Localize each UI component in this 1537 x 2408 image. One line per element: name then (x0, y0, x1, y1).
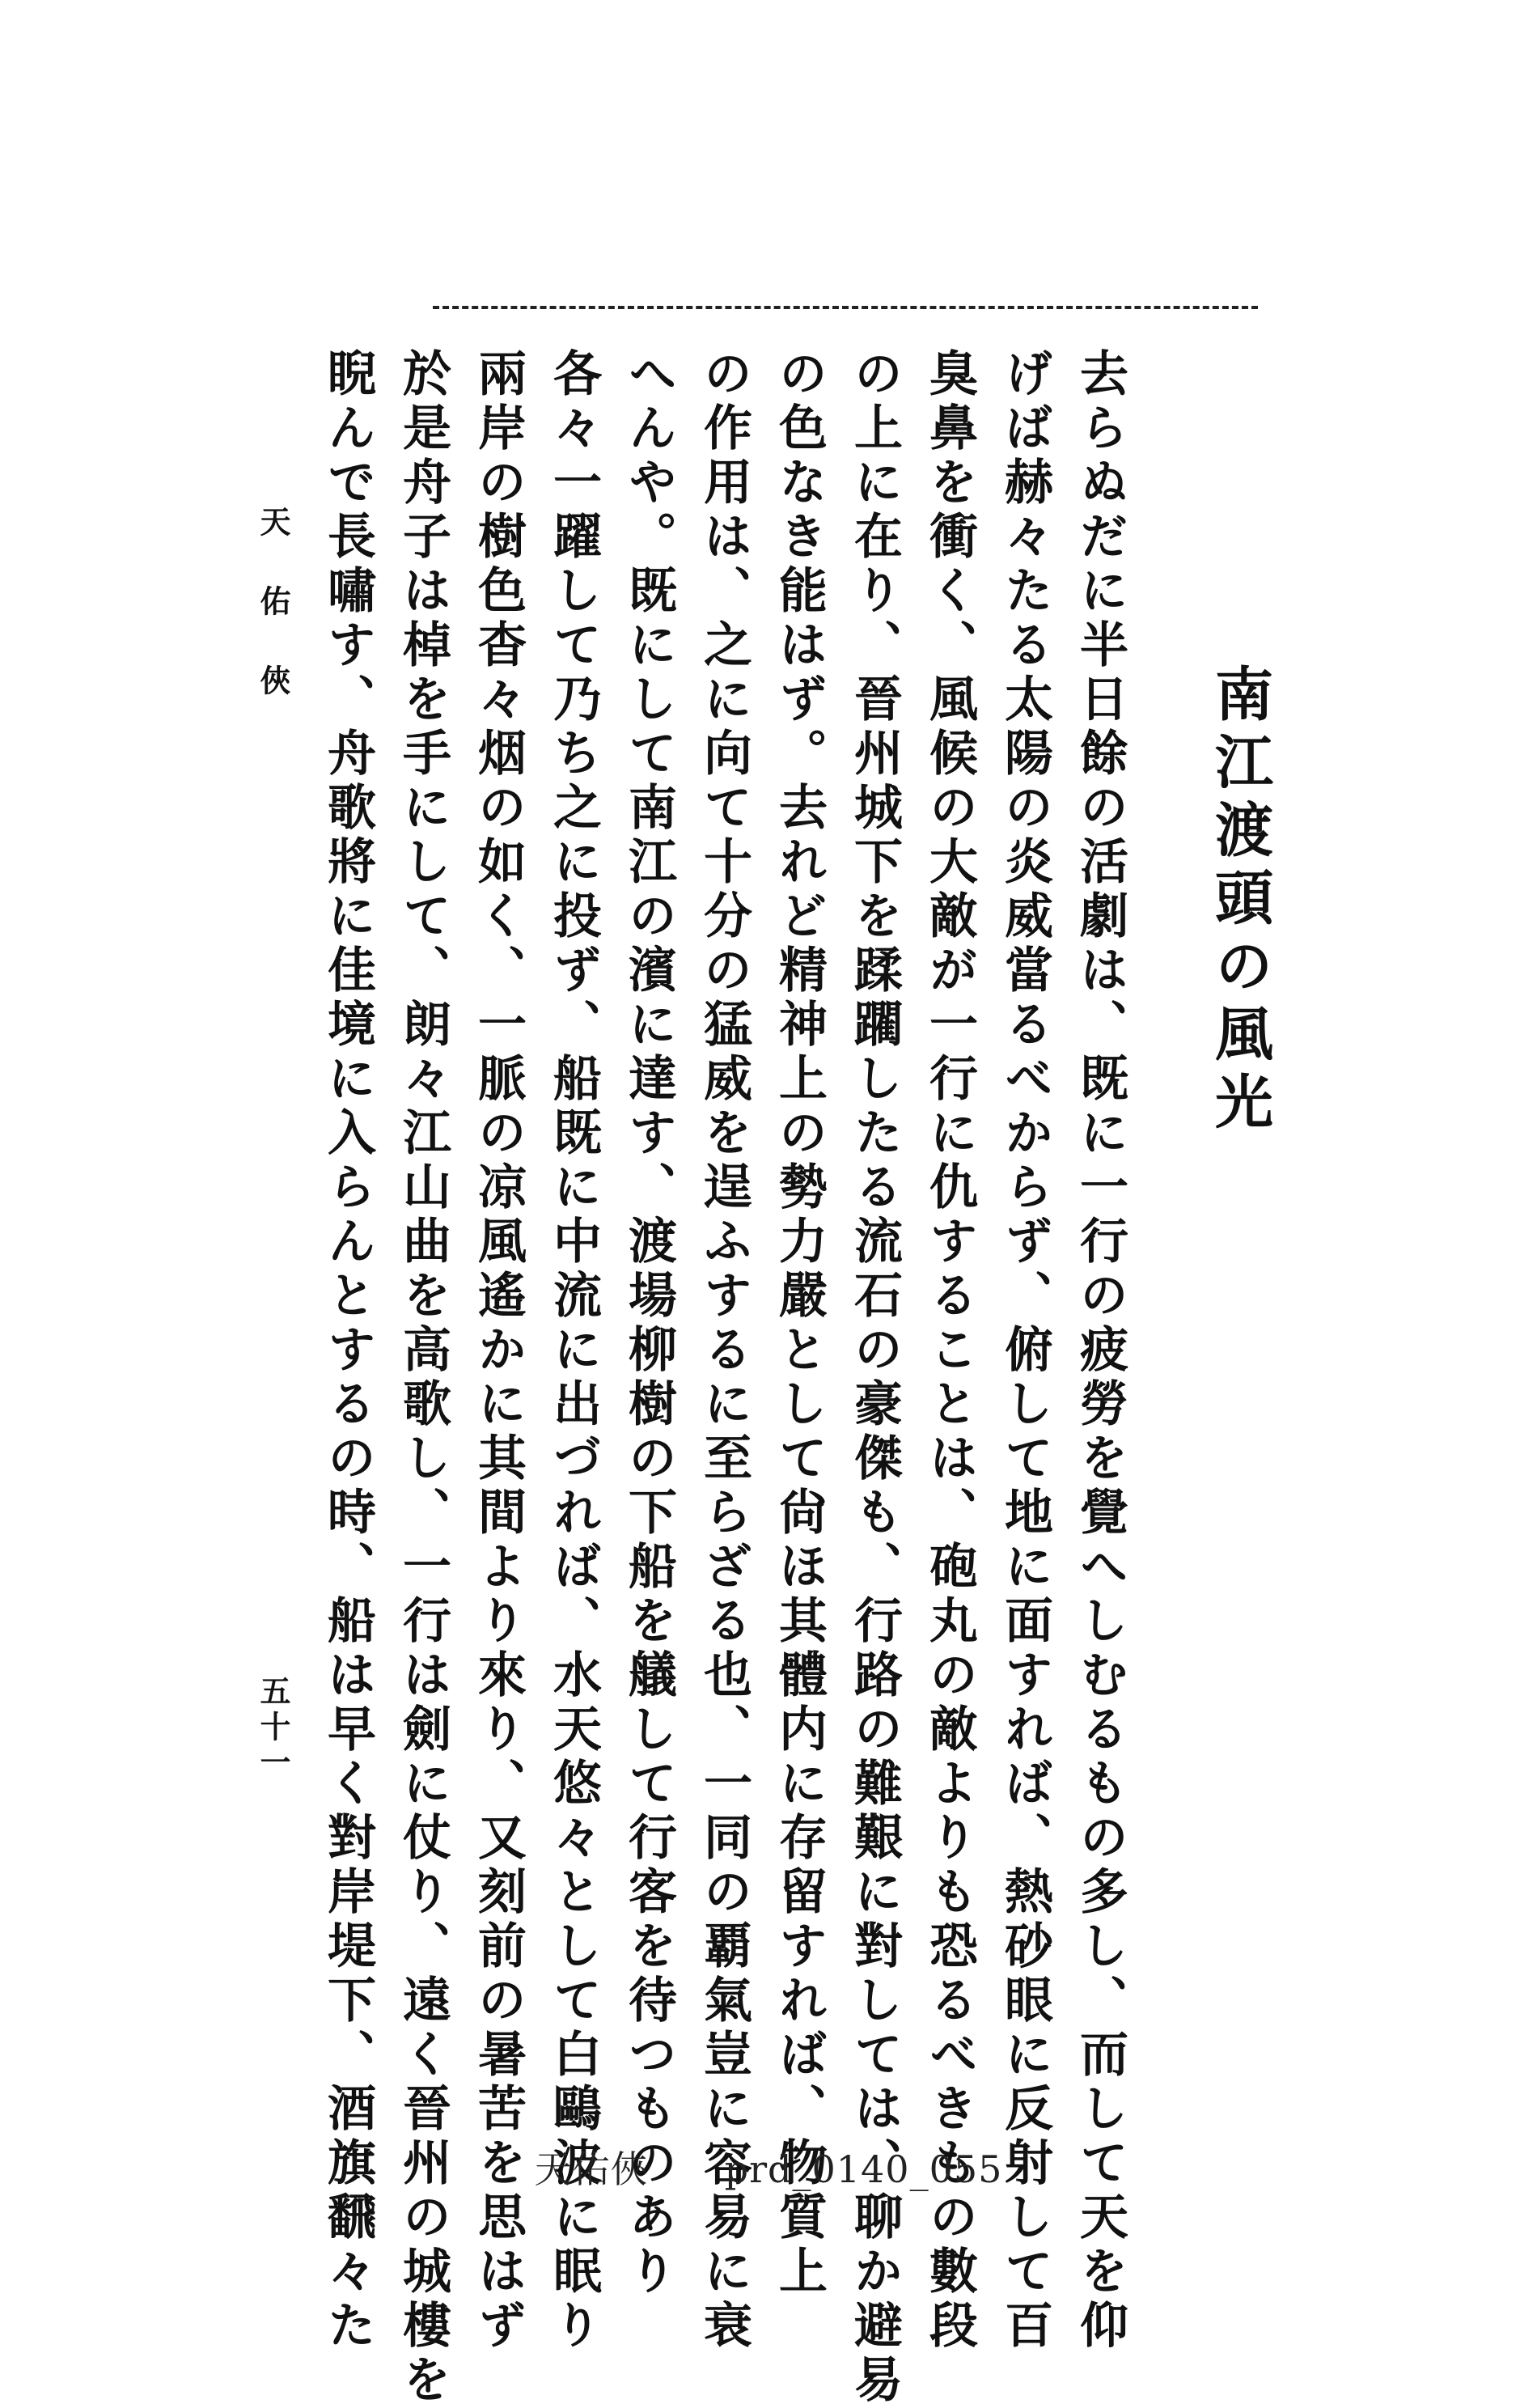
body-text-line-5: の色なき能はず。去れど精神上の勢力嚴として尙ほ其體内に存留すれば、物質上 (771, 348, 828, 2300)
page-number: 五十一 (255, 1675, 291, 1782)
body-text-line-2: げば赫々たる太陽の炎威當るべからず、俯して地に面すれば、熱砂眼に反射して百 (997, 348, 1053, 2354)
chapter-title: 南江渡頭の風光 (1205, 663, 1274, 1139)
title-separator-rule (433, 306, 1258, 309)
body-text-line-10: 於是舟子は棹を手にして、朗々江山曲を高歌し、一行は劍に仗り、遠く晉州の城樓を (395, 348, 451, 2408)
body-text-line-9: 兩岸の樹色杳々烟の如く、一脈の凉風遙かに其間より來り、又刻前の暑苦を思はず (470, 348, 527, 2354)
body-text-line-8: 各々一躍して乃ち之に投ず、船既に中流に出づれば、水天悠々として白鷗波に眠り (545, 348, 602, 2354)
scan-footer-label: 天佑俠 prd_0140_055 (534, 2147, 1003, 2191)
body-text-line-1: 去らぬだに半日餘の活劇は、既に一行の疲勞を覺へしむるもの多し、而して天を仰 (1072, 348, 1128, 2354)
body-text-line-6: の作用は、之に向て十分の猛威を逞ふするに至らざる也、一同の覇氣豈に容易に衰 (696, 348, 752, 2354)
body-text-line-4: の上に在り、晉州城下を蹂躙したる流石の豪傑も、行路の難艱に對しては、聊か避易 (846, 348, 903, 2408)
body-text-line-7: へんや。既にして南江の濱に達す、渡場柳樹の下船を艤して行客を待つものあり (620, 348, 677, 2300)
running-head: 天佑俠 (255, 506, 291, 744)
body-text-line-3: 臭鼻を衝く、風候の大敵が一行に仇することは、砲丸の敵よりも恐るべきもの數段 (921, 348, 978, 2354)
body-text-line-11: 睨んで長嘯す、舟歌將に佳境に入らんとするの時、船は早く對岸堤下、酒旗飜々た (320, 348, 376, 2354)
